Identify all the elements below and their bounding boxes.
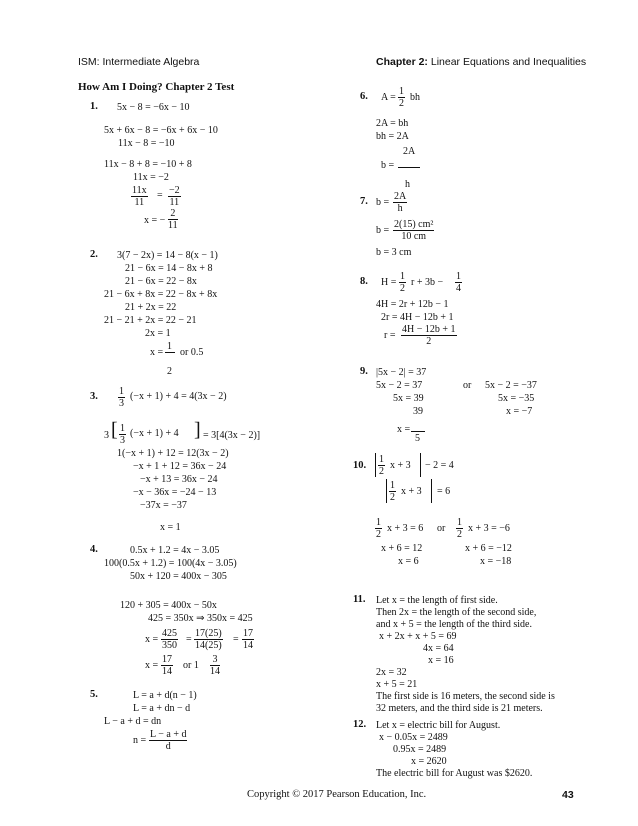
p12-line-5: The electric bill for August was $2620. bbox=[376, 768, 533, 779]
p6-fraction bbox=[398, 86, 405, 109]
p3-line-6: −x − 36x = −24 − 13 bbox=[133, 487, 217, 498]
p9-line-2-right: 5x − 2 = −37 bbox=[485, 380, 537, 391]
p10-line-3-right: x + 3 = −6 bbox=[468, 523, 510, 534]
numerator: 1 bbox=[390, 480, 395, 491]
numerator: 1 bbox=[456, 271, 461, 282]
numerator: 2 bbox=[168, 208, 178, 220]
p4-line-5: 425 = 350x ⇒ 350x = 425 bbox=[148, 613, 253, 624]
p10-line-5-right: x = −18 bbox=[480, 556, 512, 567]
p5-line-3: L − a + d = dn bbox=[104, 716, 162, 727]
denominator: 2 bbox=[379, 466, 384, 477]
p3-line-2-coef: 3 bbox=[104, 430, 109, 441]
p8-fraction-2 bbox=[455, 271, 462, 294]
p2-fraction-bar bbox=[165, 352, 175, 353]
denominator: 14 bbox=[162, 666, 172, 677]
p10-fraction-3 bbox=[375, 517, 382, 540]
numerator: 1 bbox=[120, 423, 125, 434]
p4-fraction-3 bbox=[242, 628, 254, 651]
page-number: 43 bbox=[562, 789, 574, 801]
problem-9-number: 9. bbox=[360, 366, 368, 377]
p8-line-3: 2r = 4H − 12b + 1 bbox=[381, 312, 454, 323]
p9-or: or bbox=[463, 380, 472, 391]
p6-line-3: bh = 2A bbox=[376, 131, 409, 142]
problem-12-number: 12. bbox=[353, 719, 367, 730]
p1-line-3: 11x − 8 = −10 bbox=[118, 138, 175, 149]
problem-11-number: 11. bbox=[353, 594, 366, 605]
p10-fraction-2 bbox=[389, 480, 396, 503]
denominator: 11 bbox=[134, 197, 145, 208]
denominator: 4 bbox=[456, 283, 461, 294]
p11-line-6: x = 16 bbox=[428, 655, 454, 666]
p10-abs-bar-left-2 bbox=[386, 479, 387, 503]
p10-abs-bar-left-1 bbox=[375, 453, 376, 477]
p4-line-1: 0.5x + 1.2 = 4x − 3.05 bbox=[130, 545, 220, 556]
numerator: 425 bbox=[162, 628, 177, 639]
numerator: 1 bbox=[119, 386, 124, 397]
problem-10-number: 10. bbox=[353, 460, 367, 471]
p3-solution: x = 1 bbox=[160, 522, 181, 533]
p11-line-5: 4x = 64 bbox=[423, 643, 454, 654]
denominator: 3 bbox=[120, 435, 125, 446]
p1-solution-fraction bbox=[168, 208, 178, 231]
p4-line-3: 50x + 120 = 400x − 305 bbox=[130, 571, 227, 582]
p11-line-1: Let x = the length of first side. bbox=[376, 595, 498, 606]
numerator: 17 bbox=[243, 628, 253, 639]
p1-line-2: 5x + 6x − 8 = −6x + 6x − 10 bbox=[104, 125, 218, 136]
p3-line-2-rhs: = 3[4(3x − 2)] bbox=[203, 430, 261, 441]
p10-line-4-right: x + 6 = −12 bbox=[465, 543, 512, 554]
problem-7-number: 7. bbox=[360, 196, 368, 207]
p3-bracket-close: ] bbox=[194, 419, 201, 441]
p4-fraction-2 bbox=[194, 628, 223, 651]
numerator: 1 bbox=[457, 517, 462, 528]
p9-line-3-right: 5x = −35 bbox=[498, 393, 535, 404]
numerator: 2A bbox=[394, 191, 407, 202]
p12-line-1: Let x = electric bill for August. bbox=[376, 720, 501, 731]
p2-line-1: 3(7 − 2x) = 14 − 8(x − 1) bbox=[117, 250, 218, 261]
running-header-left: ISM: Intermediate Algebra bbox=[78, 56, 200, 68]
denominator: 14(25) bbox=[195, 640, 222, 651]
p2-line-4: 21 − 6x + 8x = 22 − 8x + 8x bbox=[104, 289, 218, 300]
p8-fraction-1 bbox=[399, 271, 406, 294]
p10-fraction-4 bbox=[456, 517, 463, 540]
p3-line-4: −x + 1 + 12 = 36x − 24 bbox=[133, 461, 227, 472]
p7-fraction-2 bbox=[393, 219, 434, 242]
p2-or-decimal: or 0.5 bbox=[180, 347, 204, 358]
denominator: 2 bbox=[400, 283, 405, 294]
p1-solution-lhs: x = − bbox=[144, 215, 166, 226]
numerator: 1 bbox=[400, 271, 405, 282]
numerator: 1 bbox=[379, 454, 384, 465]
chapter-label: Chapter 2: bbox=[376, 56, 428, 68]
p4-fraction-1 bbox=[161, 628, 178, 651]
p10-line-1-rhs: − 2 = 4 bbox=[425, 460, 454, 471]
p4-line-4: 120 + 305 = 400x − 50x bbox=[120, 600, 217, 611]
p3-line-5: −x + 13 = 36x − 24 bbox=[140, 474, 218, 485]
p4-line-6-lhs: x = bbox=[145, 634, 159, 645]
p8-line-1-lhs: H = bbox=[381, 277, 397, 288]
p4-equals-1: = bbox=[186, 634, 192, 645]
p2-numerator: 1 bbox=[167, 341, 172, 352]
p10-line-1-body: x + 3 bbox=[390, 460, 411, 471]
p3-line-1: (−x + 1) + 4 = 4(3x − 2) bbox=[130, 391, 227, 402]
numerator: 1 bbox=[376, 517, 381, 528]
denominator: 11 bbox=[168, 220, 178, 231]
p7-line-2-lhs: b = bbox=[376, 225, 390, 236]
p4-or-mixed: or 1 bbox=[183, 660, 199, 671]
denominator: 2 bbox=[390, 492, 395, 503]
p2-line-7: 2x = 1 bbox=[145, 328, 171, 339]
numerator: 3 bbox=[210, 654, 220, 666]
problem-5-number: 5. bbox=[90, 689, 98, 700]
numerator: 11x bbox=[132, 185, 147, 196]
p9-line-2-left: 5x − 2 = 37 bbox=[376, 380, 423, 391]
numerator: 17 bbox=[162, 654, 172, 665]
p6-line-2: 2A = bh bbox=[376, 118, 409, 129]
p11-line-7: 2x = 32 bbox=[376, 667, 407, 678]
p5-fraction bbox=[149, 729, 187, 752]
p10-abs-bar-right-1 bbox=[420, 453, 421, 477]
p1-fraction-right bbox=[168, 185, 181, 208]
p6-fraction-bar bbox=[398, 167, 420, 168]
p7-line-1-lhs: b = bbox=[376, 197, 390, 208]
problem-4-number: 4. bbox=[90, 544, 98, 555]
p10-line-5-left: x = 6 bbox=[398, 556, 419, 567]
p11-line-8: x + 5 = 21 bbox=[376, 679, 418, 690]
p6-line-1-lhs: A = bbox=[381, 92, 396, 103]
copyright-footer: Copyright © 2017 Pearson Education, Inc. bbox=[247, 789, 427, 800]
p8-fraction-3 bbox=[401, 324, 457, 347]
denominator: 2 bbox=[457, 529, 462, 540]
p1-fraction-left bbox=[131, 185, 148, 208]
p12-line-3: 0.95x = 2489 bbox=[393, 744, 447, 755]
denominator: 3 bbox=[119, 398, 124, 409]
denominator: 2 bbox=[426, 336, 432, 347]
p12-line-4: x = 2620 bbox=[411, 756, 447, 767]
p11-line-4: x + 2x + x + 5 = 69 bbox=[379, 631, 457, 642]
denominator: d bbox=[165, 741, 171, 752]
page-title: How Am I Doing? Chapter 2 Test bbox=[78, 81, 235, 93]
p4-fraction-4 bbox=[161, 654, 173, 677]
p5-line-2: L = a + dn − d bbox=[133, 703, 191, 714]
p11-line-2: Then 2x = the length of the second side, bbox=[376, 607, 537, 618]
p1-equals: = bbox=[157, 190, 163, 201]
numerator: 1 bbox=[399, 86, 404, 97]
numerator: 17(25) bbox=[195, 628, 222, 639]
p7-fraction-1 bbox=[393, 191, 407, 214]
p6-denominator: h bbox=[405, 179, 410, 190]
p8-line-1-mid: r + 3b − bbox=[411, 277, 444, 288]
p11-line-3: and x + 5 = the length of the third side. bbox=[376, 619, 532, 630]
p2-line-2: 21 − 6x = 14 − 8x + 8 bbox=[125, 263, 213, 274]
chapter-title: Linear Equations and Inequalities bbox=[430, 56, 587, 68]
p3-inner-fraction bbox=[119, 423, 126, 446]
p5-line-4-lhs: n = bbox=[133, 735, 147, 746]
p2-solution-lhs: x = bbox=[150, 347, 164, 358]
denominator: 350 bbox=[162, 640, 177, 651]
p9-line-1: |5x − 2| = 37 bbox=[376, 367, 427, 378]
p12-line-2: x − 0.05x = 2489 bbox=[379, 732, 448, 743]
numerator: 4H − 12b + 1 bbox=[402, 324, 456, 335]
denominator: 2 bbox=[399, 98, 404, 109]
p6-numerator: 2A bbox=[403, 146, 416, 157]
problem-8-number: 8. bbox=[360, 276, 368, 287]
p10-abs-bar-right-2 bbox=[431, 479, 432, 503]
p8-line-2: 4H = 2r + 12b − 1 bbox=[376, 299, 449, 310]
p1-line-4: 11x − 8 + 8 = −10 + 8 bbox=[104, 159, 192, 170]
p3-line-2-body: (−x + 1) + 4 bbox=[130, 428, 179, 439]
denominator: 10 cm bbox=[401, 231, 427, 242]
p10-or: or bbox=[437, 523, 446, 534]
running-header-right bbox=[376, 56, 586, 68]
p9-fraction-bar bbox=[411, 431, 425, 432]
denominator: 14 bbox=[243, 640, 253, 651]
p2-line-6: 21 − 21 + 2x = 22 − 21 bbox=[104, 315, 197, 326]
p4-fraction-5 bbox=[210, 654, 220, 677]
p2-line-3: 21 − 6x = 22 − 8x bbox=[125, 276, 197, 287]
p3-fraction bbox=[118, 386, 125, 409]
p1-line-5: 11x = −2 bbox=[133, 172, 169, 183]
problem-3-number: 3. bbox=[90, 391, 98, 402]
p10-line-4-left: x + 6 = 12 bbox=[381, 543, 423, 554]
p11-line-9: The first side is 16 meters, the second side is bbox=[376, 691, 555, 702]
p6-line-5-lhs: b = bbox=[381, 160, 395, 171]
p10-line-3-left: x + 3 = 6 bbox=[387, 523, 424, 534]
p4-line-2: 100(0.5x + 1.2) = 100(4x − 3.05) bbox=[104, 558, 237, 569]
problem-2-number: 2. bbox=[90, 249, 98, 260]
p3-bracket-open: [ bbox=[111, 419, 118, 441]
denominator: h bbox=[397, 203, 403, 214]
p10-line-2-body: x + 3 bbox=[401, 486, 422, 497]
p8-line-4-lhs: r = bbox=[384, 330, 396, 341]
numerator: L − a + d bbox=[150, 729, 187, 740]
p11-line-10: 32 meters, and the third side is 21 meters. bbox=[376, 703, 543, 714]
p3-line-3: 1(−x + 1) + 12 = 12(3x − 2) bbox=[117, 448, 229, 459]
p2-denominator: 2 bbox=[167, 366, 172, 377]
p9-line-5-lhs: x = bbox=[397, 424, 411, 435]
p9-denominator: 5 bbox=[415, 433, 420, 444]
denominator: 14 bbox=[210, 666, 220, 677]
problem-1-number: 1. bbox=[90, 101, 98, 112]
p9-line-3-left: 5x = 39 bbox=[393, 393, 424, 404]
p3-line-7: −37x = −37 bbox=[140, 500, 187, 511]
p6-line-1-rhs: bh bbox=[410, 92, 420, 103]
p1-line-1: 5x − 8 = −6x − 10 bbox=[117, 102, 190, 113]
p9-numerator: 39 bbox=[413, 406, 423, 417]
numerator: 2(15) cm² bbox=[394, 219, 434, 230]
p4-line-7-lhs: x = bbox=[145, 660, 159, 671]
p10-line-2-rhs: = 6 bbox=[437, 486, 451, 497]
numerator: −2 bbox=[169, 185, 180, 196]
p10-fraction-1 bbox=[378, 454, 385, 477]
p4-equals-2: = bbox=[233, 634, 239, 645]
p5-line-1: L = a + d(n − 1) bbox=[133, 690, 197, 701]
denominator: 2 bbox=[376, 529, 381, 540]
denominator: 11 bbox=[169, 197, 180, 208]
p7-line-3: b = 3 cm bbox=[376, 247, 412, 258]
problem-6-number: 6. bbox=[360, 91, 368, 102]
p9-line-4-right: x = −7 bbox=[506, 406, 533, 417]
p2-line-5: 21 + 2x = 22 bbox=[125, 302, 177, 313]
